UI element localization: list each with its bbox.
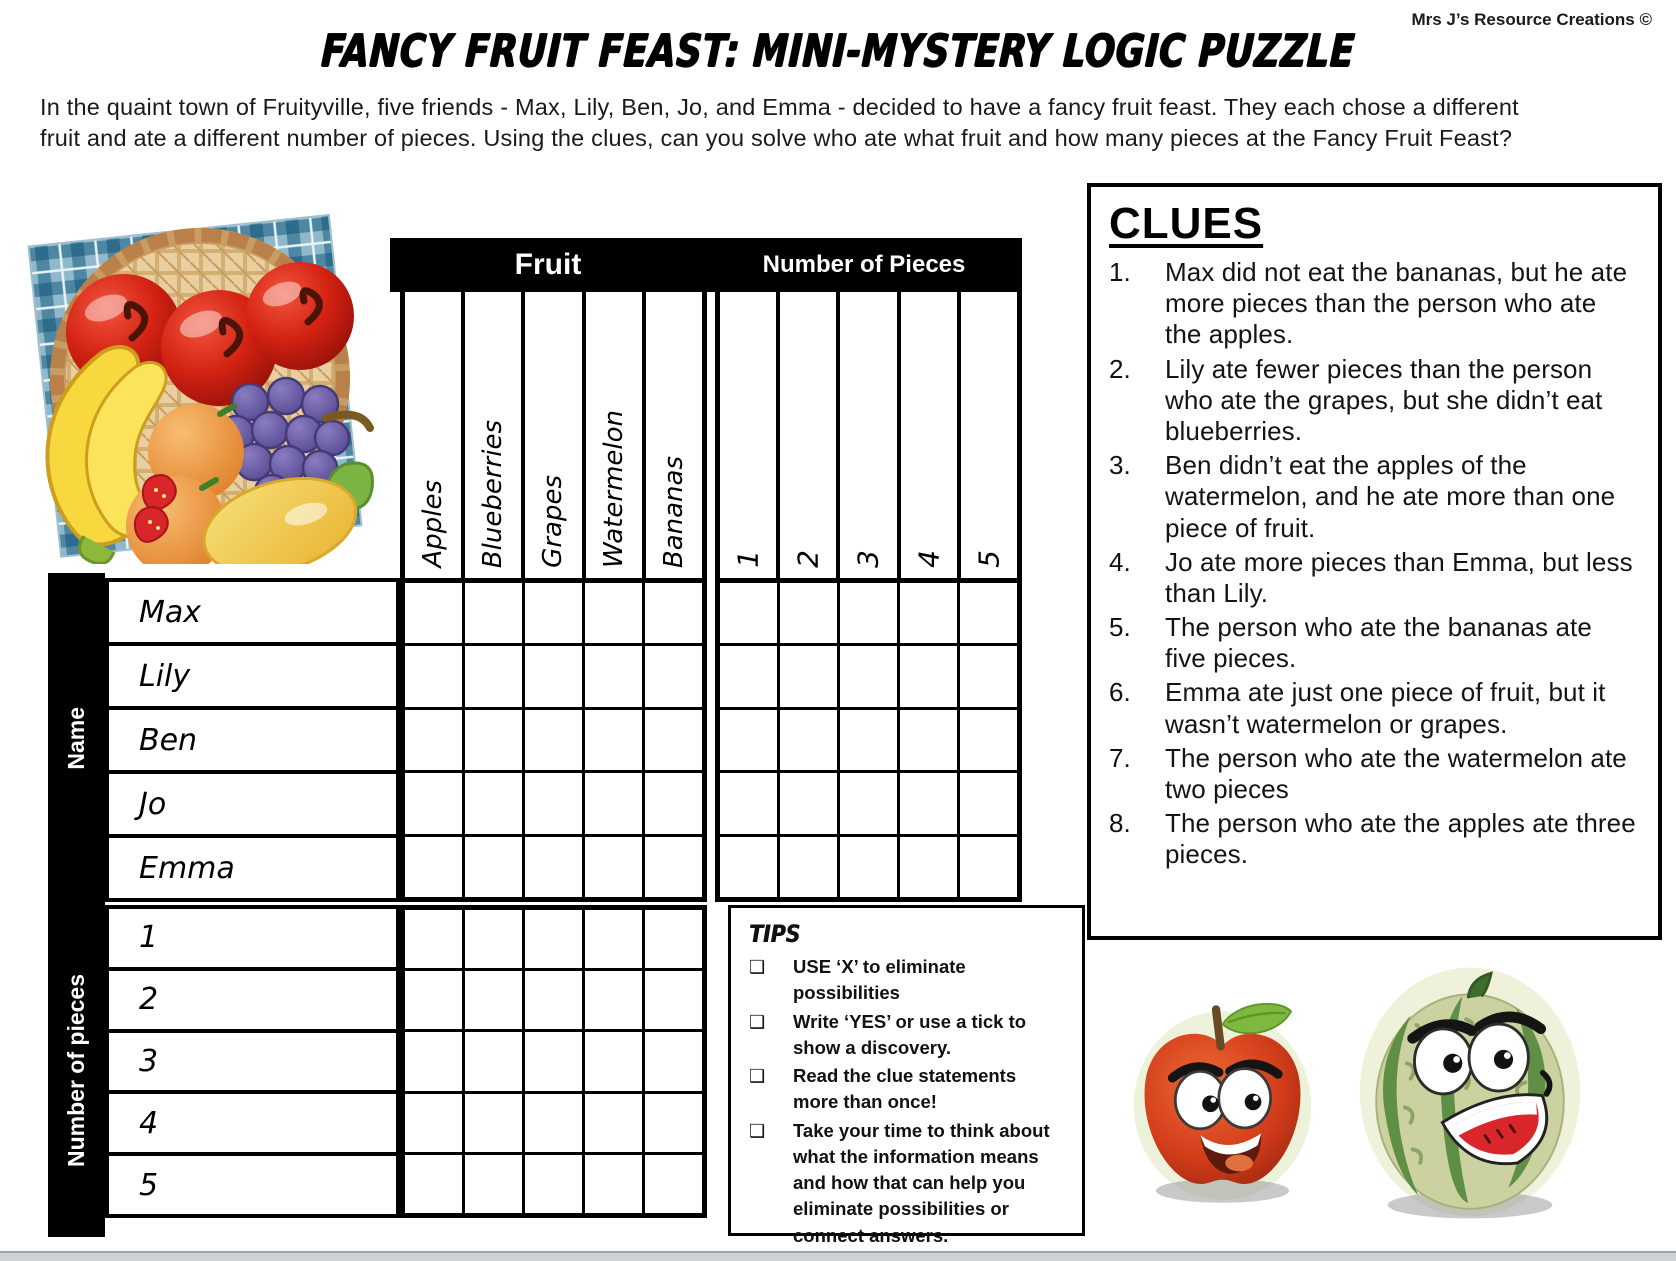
tip-item bbox=[749, 1063, 1066, 1116]
grid-cell[interactable] bbox=[780, 646, 837, 706]
grid-cell[interactable] bbox=[465, 1155, 522, 1213]
grid-cell[interactable] bbox=[525, 773, 582, 833]
column-label: Watermelon bbox=[598, 409, 629, 568]
grid-cell[interactable] bbox=[840, 646, 897, 706]
clue-text: Ben didn’t eat the apples of the watermelon, and he ate more than one piece of fruit. bbox=[1165, 450, 1616, 543]
clue-number: 7. bbox=[1109, 742, 1131, 773]
grid-cell[interactable] bbox=[465, 583, 522, 643]
grid-cell[interactable] bbox=[405, 1032, 462, 1090]
row-max: Max bbox=[109, 582, 396, 642]
clue-item bbox=[1109, 547, 1640, 609]
grid-cell[interactable] bbox=[525, 583, 582, 643]
grid-cell[interactable] bbox=[585, 1032, 642, 1090]
column-label: 4 bbox=[912, 550, 946, 568]
grid-cell[interactable] bbox=[405, 583, 462, 643]
tip-text: Read the clue statements more than once! bbox=[793, 1065, 1017, 1113]
grid-cell[interactable] bbox=[645, 1155, 702, 1213]
pieces-by-fruit-cells bbox=[400, 905, 707, 1218]
grid-cell[interactable] bbox=[645, 837, 702, 897]
name-axis bbox=[48, 573, 105, 903]
grid-cell[interactable] bbox=[585, 583, 642, 643]
clue-number: 4. bbox=[1109, 546, 1131, 577]
checkbox-icon: ❑ bbox=[749, 957, 766, 977]
fruit-basket-image bbox=[14, 196, 374, 564]
clue-item bbox=[1109, 257, 1640, 351]
grid-cell[interactable] bbox=[525, 1094, 582, 1152]
grid-cell[interactable] bbox=[645, 646, 702, 706]
grid-cell[interactable] bbox=[405, 646, 462, 706]
grid-cell[interactable] bbox=[525, 1155, 582, 1213]
checkbox-icon: ❑ bbox=[749, 1011, 766, 1032]
tip-item bbox=[749, 1009, 1066, 1062]
column-label: Bananas bbox=[658, 455, 689, 568]
name-axis-label: Name bbox=[63, 706, 89, 770]
tip-text: Write ‘YES’ or use a tick to show a discovery. bbox=[793, 1010, 1027, 1058]
column-4 bbox=[901, 292, 957, 578]
clue-number: 5. bbox=[1109, 612, 1131, 643]
clues-heading: CLUES bbox=[1109, 199, 1264, 248]
grid-cell[interactable] bbox=[840, 583, 897, 643]
grid-cell[interactable] bbox=[900, 837, 957, 897]
grid-cell[interactable] bbox=[960, 837, 1017, 897]
pieces-axis-label: Number of pieces bbox=[63, 973, 89, 1167]
grid-cell[interactable] bbox=[960, 773, 1017, 833]
row-1: 1 bbox=[109, 909, 396, 967]
fruit-header: Fruit bbox=[514, 248, 582, 281]
clue-item bbox=[1109, 808, 1640, 870]
grid-cell[interactable] bbox=[645, 773, 702, 833]
clue-text: The person who ate the bananas ate five pieces. bbox=[1165, 612, 1592, 674]
tip-item bbox=[749, 954, 1066, 1007]
grid-cell[interactable] bbox=[900, 710, 957, 770]
grid-cell[interactable] bbox=[900, 773, 957, 833]
grid-cell[interactable] bbox=[525, 710, 582, 770]
pieces-column-labels bbox=[715, 292, 1022, 578]
grid-cell[interactable] bbox=[585, 837, 642, 897]
column-grapes bbox=[525, 292, 581, 578]
clue-item bbox=[1109, 450, 1640, 544]
grid-cell[interactable] bbox=[525, 837, 582, 897]
row-ben: Ben bbox=[109, 710, 396, 770]
grid-cell[interactable] bbox=[780, 773, 837, 833]
grid-cell[interactable] bbox=[465, 773, 522, 833]
row-3: 3 bbox=[109, 1033, 396, 1091]
grid-cell[interactable] bbox=[405, 910, 462, 968]
grid-cell[interactable] bbox=[840, 710, 897, 770]
column-blueberries bbox=[465, 292, 521, 578]
column-label: Grapes bbox=[538, 475, 569, 568]
column-label: Apples bbox=[418, 480, 449, 568]
names-by-fruit-cells bbox=[400, 578, 707, 902]
clue-text: Emma ate just one piece of fruit, but it wasn’t watermelon or grapes. bbox=[1165, 677, 1606, 739]
grid-cell[interactable] bbox=[780, 710, 837, 770]
column-label: 1 bbox=[731, 550, 765, 568]
grid-cell[interactable] bbox=[960, 583, 1017, 643]
column-watermelon bbox=[586, 292, 642, 578]
column-1 bbox=[720, 292, 776, 578]
name-row-labels bbox=[105, 578, 400, 902]
row-4: 4 bbox=[109, 1094, 396, 1152]
column-label: 2 bbox=[791, 550, 825, 568]
grid-cell[interactable] bbox=[645, 710, 702, 770]
grid-cell[interactable] bbox=[465, 710, 522, 770]
grid-cell[interactable] bbox=[720, 710, 777, 770]
clue-text: Max did not eat the bananas, but he ate more pieces than the person who ate the apples. bbox=[1165, 257, 1628, 350]
column-apples bbox=[405, 292, 461, 578]
grid-cell[interactable] bbox=[645, 1032, 702, 1090]
grid-cell[interactable] bbox=[465, 971, 522, 1029]
column-bananas bbox=[646, 292, 702, 578]
grid-cell[interactable] bbox=[960, 646, 1017, 706]
grid-cell[interactable] bbox=[585, 710, 642, 770]
grid-cell[interactable] bbox=[585, 971, 642, 1029]
grid-cell[interactable] bbox=[525, 910, 582, 968]
column-label: 5 bbox=[972, 550, 1006, 568]
grid-cell[interactable] bbox=[720, 837, 777, 897]
column-2 bbox=[780, 292, 836, 578]
grid-cell[interactable] bbox=[900, 646, 957, 706]
grid-cell[interactable] bbox=[645, 1094, 702, 1152]
watermelon-cartoon-image bbox=[1355, 958, 1585, 1226]
row-5: 5 bbox=[109, 1156, 396, 1214]
column-5 bbox=[961, 292, 1017, 578]
grid-cell[interactable] bbox=[960, 710, 1017, 770]
grid-cell[interactable] bbox=[465, 910, 522, 968]
clue-item bbox=[1109, 677, 1640, 739]
pieces-row-labels bbox=[105, 905, 400, 1218]
axis-bar bbox=[48, 573, 105, 1237]
clue-text: Jo ate more pieces than Emma, but less than Lily. bbox=[1165, 546, 1633, 608]
grid-cell[interactable] bbox=[840, 837, 897, 897]
row-lily: Lily bbox=[109, 646, 396, 706]
grid-cell[interactable] bbox=[780, 583, 837, 643]
grid-cell[interactable] bbox=[585, 1155, 642, 1213]
grid-cell[interactable] bbox=[525, 646, 582, 706]
clue-text: Lily ate fewer pieces than the person who ate the grapes, but she didn’t eat blueberries. bbox=[1165, 353, 1603, 446]
fruit-column-labels bbox=[400, 292, 707, 578]
checkbox-icon: ❑ bbox=[749, 1066, 766, 1087]
grid-cell[interactable] bbox=[405, 1155, 462, 1213]
grid-cell[interactable] bbox=[585, 646, 642, 706]
clues-box bbox=[1087, 183, 1662, 940]
page-title-wrap bbox=[0, 24, 1676, 77]
tip-item bbox=[749, 1118, 1066, 1249]
grid-cell[interactable] bbox=[645, 583, 702, 643]
clue-item bbox=[1109, 354, 1640, 448]
grid-cell[interactable] bbox=[900, 583, 957, 643]
grid-header-bar bbox=[390, 238, 1022, 292]
checkbox-icon: ❑ bbox=[749, 1120, 766, 1141]
row-jo: Jo bbox=[109, 774, 396, 834]
grid-cell[interactable] bbox=[840, 773, 897, 833]
column-3 bbox=[840, 292, 896, 578]
grid-cell[interactable] bbox=[720, 646, 777, 706]
clue-text: The person who ate the watermelon ate two pieces bbox=[1165, 742, 1627, 804]
grid-cell[interactable] bbox=[405, 710, 462, 770]
clue-number: 3. bbox=[1109, 450, 1131, 481]
grid-cell[interactable] bbox=[465, 1032, 522, 1090]
grid-cell[interactable] bbox=[405, 773, 462, 833]
grid-cell[interactable] bbox=[720, 773, 777, 833]
page-bottom-strip bbox=[0, 1251, 1676, 1261]
apple-cartoon-image bbox=[1130, 990, 1315, 1212]
pieces-header: Number of Pieces bbox=[762, 251, 966, 278]
column-label: 3 bbox=[851, 550, 885, 568]
grid-cell[interactable] bbox=[405, 1094, 462, 1152]
grid-cell[interactable] bbox=[405, 971, 462, 1029]
page-title: FANCY FRUIT FEAST: MINI-MYSTERY LOGIC PUZZLE bbox=[319, 24, 1357, 77]
grid-cell[interactable] bbox=[585, 1094, 642, 1152]
clue-number: 1. bbox=[1109, 257, 1131, 287]
grid-cell[interactable] bbox=[645, 971, 702, 1029]
grid-cell[interactable] bbox=[525, 971, 582, 1029]
clue-number: 8. bbox=[1109, 808, 1131, 839]
grid-cell[interactable] bbox=[645, 910, 702, 968]
grid-cell[interactable] bbox=[585, 910, 642, 968]
tip-text: Take your time to think about what the information means and how that can help you eliminate possibilities or connect answers. bbox=[793, 1119, 1050, 1246]
grid-cell[interactable] bbox=[780, 837, 837, 897]
grid-cell[interactable] bbox=[465, 1094, 522, 1152]
grid-cell[interactable] bbox=[465, 646, 522, 706]
tips-heading: TIPS bbox=[749, 920, 801, 948]
grid-cell[interactable] bbox=[720, 583, 777, 643]
column-label: Blueberries bbox=[478, 419, 509, 568]
clue-number: 2. bbox=[1109, 353, 1131, 384]
clue-number: 6. bbox=[1109, 677, 1131, 708]
clue-item bbox=[1109, 612, 1640, 674]
grid-cell[interactable] bbox=[405, 837, 462, 897]
grid-cell[interactable] bbox=[525, 1032, 582, 1090]
tip-text: USE ‘X’ to eliminate possibilities bbox=[793, 956, 966, 1004]
credit-text: Mrs J’s Resource Creations © bbox=[1411, 10, 1652, 29]
intro-paragraph: In the quaint town of Fruityville, five friends - Max, Lily, Ben, Jo, and Emma - decided to have a fancy fruit feast. They each chose a different fruit and ate a different number of pieces. Using the clues, can you solve who ate what fruit and how many pieces at the Fancy Fruit Feast? bbox=[40, 94, 1519, 152]
tips-box bbox=[728, 905, 1085, 1246]
grid-cell[interactable] bbox=[465, 837, 522, 897]
clue-text: The person who ate the apples ate three pieces. bbox=[1165, 808, 1636, 870]
clue-item bbox=[1109, 743, 1640, 805]
names-by-pieces-cells bbox=[715, 578, 1022, 902]
row-emma: Emma bbox=[109, 838, 396, 898]
pieces-axis bbox=[48, 903, 105, 1237]
row-2: 2 bbox=[109, 971, 396, 1029]
grid-cell[interactable] bbox=[585, 773, 642, 833]
